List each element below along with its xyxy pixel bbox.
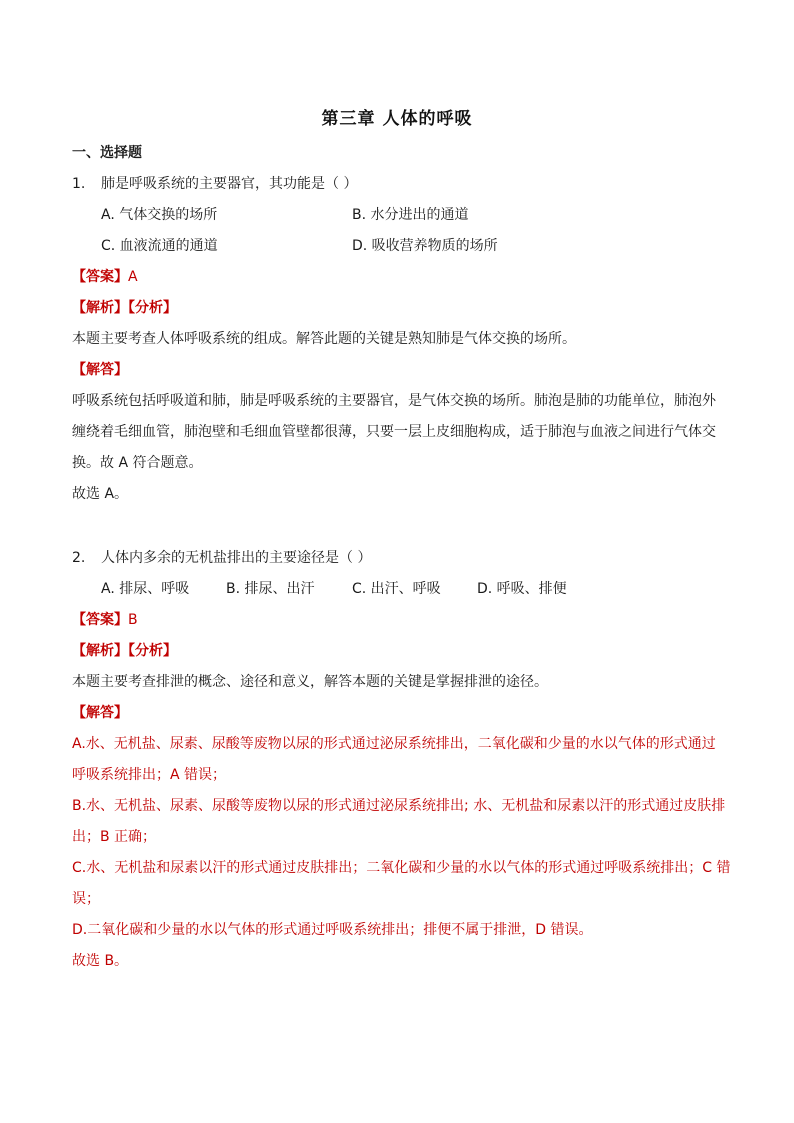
- solution-tag: 【解答】: [72, 362, 128, 378]
- answer-line: [72, 267, 138, 287]
- analysis-text: 本题主要考查排泄的概念、途径和意义，解答本题的关键是掌握排泄的途径。: [72, 674, 548, 690]
- solution-line: 误；: [72, 891, 100, 907]
- section-heading: 一、选择题: [72, 145, 142, 161]
- solution-line: A.水、无机盐、尿素、尿酸等废物以尿的形式通过泌尿系统排出，二氧化碳和少量的水以气体的形式通过: [72, 736, 716, 752]
- question-stem: 肺是呼吸系统的主要器官，其功能是（ ）: [101, 176, 358, 192]
- question-stem: 人体内多余的无机盐排出的主要途径是（ ）: [101, 550, 372, 566]
- solution-line: 呼吸系统排出；A 错误；: [72, 767, 227, 783]
- option-c: C. 出汗、呼吸: [352, 581, 441, 597]
- solution-line: 缠绕着毛细血管，肺泡壁和毛细血管壁都很薄，只要一层上皮细胞构成，适于肺泡与血液之间进行气体交: [72, 424, 716, 440]
- option-a: A. 排尿、呼吸: [101, 581, 190, 597]
- solution-tag: 【解答】: [72, 705, 128, 721]
- conclusion-text: 故选 A。: [72, 486, 129, 502]
- question-number: 2.: [72, 550, 86, 566]
- option-a: A. 气体交换的场所: [101, 207, 218, 223]
- solution-line: C.水、无机盐和尿素以汗的形式通过皮肤排出；二氧化碳和少量的水以气体的形式通过呼吸系统排出；C 错: [72, 860, 731, 876]
- option-d: D. 吸收营养物质的场所: [352, 238, 498, 254]
- option-d: D. 呼吸、排便: [477, 581, 567, 597]
- conclusion-text: 故选 B。: [72, 953, 129, 969]
- answer-line: [72, 610, 138, 630]
- analysis-text: 本题主要考查人体呼吸系统的组成。解答此题的关键是熟知肺是气体交换的场所。: [72, 331, 576, 347]
- solution-line: B.水、无机盐、尿素、尿酸等废物以尿的形式通过泌尿系统排出; 水、无机盐和尿素以汗的形式通过皮肤排: [72, 798, 726, 814]
- option-b: B. 水分进出的通道: [352, 207, 469, 223]
- page-title: 第三章 人体的呼吸: [321, 109, 473, 129]
- answer-tag: 【答案】: [72, 612, 128, 628]
- option-c: C. 血液流通的通道: [101, 238, 218, 254]
- solution-line: 呼吸系统包括呼吸道和肺，肺是呼吸系统的主要器官，是气体交换的场所。肺泡是肺的功能单位，肺泡外: [72, 393, 716, 409]
- analysis-tag: 【解析】【分析】: [72, 643, 177, 659]
- answer-value: A: [128, 269, 138, 285]
- question-number: 1.: [72, 176, 86, 192]
- solution-line: 换。故 A 符合题意。: [72, 455, 203, 471]
- option-b: B. 排尿、出汗: [226, 581, 315, 597]
- answer-value: B: [128, 612, 138, 628]
- answer-tag: 【答案】: [72, 269, 128, 285]
- solution-line: D.二氧化碳和少量的水以气体的形式通过呼吸系统排出；排便不属于排泄，D 错误。: [72, 922, 593, 938]
- analysis-tag: 【解析】【分析】: [72, 300, 177, 316]
- solution-line: 出；B 正确；: [72, 829, 157, 845]
